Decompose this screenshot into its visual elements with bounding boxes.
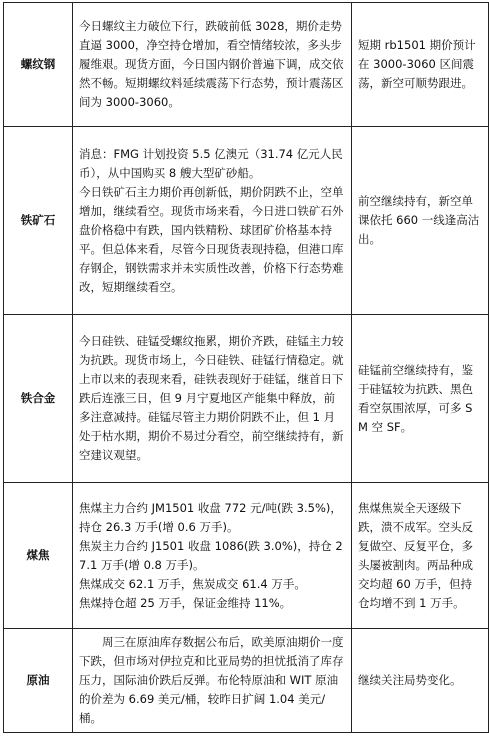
market-analysis-coal-coke [73, 483, 352, 629]
commodity-outlook-table [3, 2, 489, 733]
analysis-paragraph: 焦炭主力合约 J1501 收盘 1086(跌 3.0%)，持仓 27.1 万手(增 0.8 万手)。 [79, 538, 343, 572]
trading-advice-iron-ore: 前空继续持有，新空单课依托 660 一线逢高沽出。 [352, 127, 489, 315]
market-analysis-ferroalloy [73, 315, 352, 483]
analysis-paragraph: 今日铁矿石主力期价再创新低，期价阴跌不止，空单增加，继续看空。现货市场来看，今日进口铁矿石外盘价格稳中有跌，国内铁精粉、球团矿价格基本持平。但总体来看，尽管今日现货表现持稳，但港口库存钢企，钢铁需求并未实质性改善，价格下行态势难改，短期继续看空。 [79, 184, 344, 294]
commodity-name-ferroalloy: 铁合金 [4, 315, 73, 483]
analysis-paragraph: 焦煤成交 62.1 万手，焦炭成交 61.4 万手。 [79, 576, 306, 591]
market-analysis-crude-oil [73, 629, 352, 733]
analysis-paragraph: 今日硅铁、硅锰受螺纹拖累，期价齐跌，硅锰主力较为抗跌。现货市场上，今日硅铁、硅锰行情稳定。就上市以来的表现来看，硅铁表现好于硅锰，继首日下跌后连涨三日，但 9 月宁夏地区产能集中释放，前多注意减持。硅锰尽管主力期价阴跌不止，但 1 月处于枯水期，期价不易过分看空，前空继续持有，新空建议观望。 [79, 334, 344, 462]
trading-advice-coal-coke: 焦煤焦炭全天逐级下跌，溃不成军。空头反复做空、反复平仓，多头屡被割肉。两品种成交均超 60 万手，但持仓均增不到 1 万手。 [352, 483, 489, 629]
table-row [4, 629, 489, 733]
analysis-paragraph: 周三在原油库存数据公布后，欧美原油期价一度下跌，但市场对伊拉克和比亚局势的担忧抵消了库存压力，国际油价跌后反弹。布伦特原油和 WIT 原油的价差为 6.69 美元/桶，较昨日扩阔 1.04 美元/桶。 [79, 635, 344, 725]
table-row [4, 315, 489, 483]
market-analysis-iron-ore [73, 127, 352, 315]
analysis-paragraph: 焦煤主力合约 JM1501 收盘 772 元/吨(跌 3.5%)，持仓 26.3 万手(增 0.6 万手)。 [79, 500, 342, 534]
commodity-name-rebar: 螺纹钢 [4, 3, 73, 127]
trading-advice-crude-oil: 继续关注局势变化。 [352, 629, 489, 733]
commodity-name-coal-coke: 煤焦 [4, 483, 73, 629]
table-row [4, 3, 489, 127]
trading-advice-ferroalloy: 硅锰前空继续持有，鉴于硅锰较为抗跌、黑色看空氛围浓厚，可多 SM 空 SF。 [352, 315, 489, 483]
table-row [4, 483, 489, 629]
analysis-paragraph: 消息：FMG 计划投资 5.5 亿澳元（31.74 亿元人民币），从中国购买 8 艘大型矿砂船。 [79, 146, 343, 180]
analysis-paragraph: 今日螺纹主力破位下行，跌破前低 3028，期价走势直逼 3000，净空持仓增加，看空情绪较浓，多头步履维艰。现货方面，今日国内钢价普遍下调，成交依然不畅。短期螺纹料延续震荡下行态势，预计震荡区间为 3000-3060。 [79, 19, 344, 109]
market-analysis-rebar [73, 3, 352, 127]
analysis-paragraph: 焦煤持仓超 25 万手，保证金维持 11%。 [79, 595, 292, 610]
commodity-name-crude-oil: 原油 [4, 629, 73, 733]
trading-advice-rebar: 短期 rb1501 期价预计在 3000-3060 区间震荡，新空可顺势跟进。 [352, 3, 489, 127]
commodity-name-iron-ore: 铁矿石 [4, 127, 73, 315]
table-row [4, 127, 489, 315]
